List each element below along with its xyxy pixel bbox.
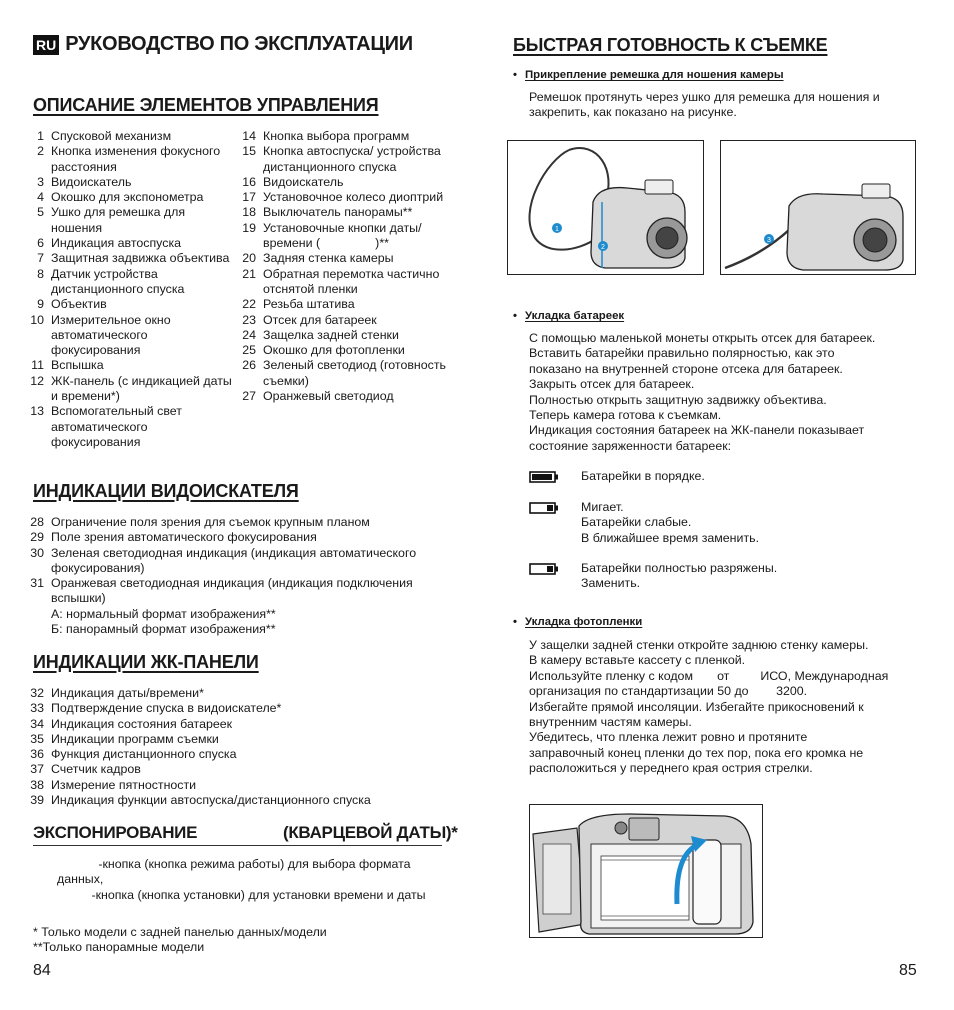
item-text: ЖК-панель (с индикацией даты и времени*)	[51, 373, 236, 404]
item-number: 26	[242, 358, 256, 373]
list-item	[238, 313, 456, 328]
battery-text-line: С помощью маленькой монеты открыть отсек для батареек.	[529, 331, 876, 345]
item-number: 19	[242, 220, 256, 235]
exposure-heading-a: ЭКСПОНИРОВАНИЕ	[33, 823, 198, 842]
item-text: Оранжевый светодиод	[263, 389, 394, 404]
item-number	[26, 622, 44, 637]
item-number: 6	[37, 236, 44, 251]
strap-text: Ремешок протянуть через ушко для ремешка для ношения и закрепить, как показано на рисунке.	[529, 90, 880, 120]
battery-low-icon	[529, 502, 559, 514]
list-item	[238, 358, 456, 389]
right-page	[477, 0, 954, 1010]
film-bullet: • Укладка фотопленки	[513, 616, 643, 628]
film-text-line: внутренним частям камеры.	[529, 715, 692, 730]
item-number: 5	[37, 205, 44, 220]
list-item	[26, 546, 446, 577]
item-text: Видоискатель	[263, 174, 344, 189]
item-number: 2	[37, 144, 44, 159]
item-number: 31	[30, 576, 44, 591]
item-number: 4	[37, 190, 44, 205]
battery-text-line: показано на внутренней стороне отсека для батареек.	[529, 361, 843, 376]
controls-list-col2	[238, 129, 456, 404]
battery-state-line: Батарейки слабые.	[581, 515, 692, 530]
item-text: Измерение пятностности	[51, 777, 197, 792]
film-text-line: расположиться у переднего края острия стрелки.	[529, 761, 813, 776]
list-item	[238, 129, 456, 144]
item-text: Зеленый светодиод (готовность съемки)	[263, 358, 450, 388]
list-item	[26, 313, 238, 359]
item-text: Обратная перемотка частично отснятой пленки	[263, 266, 443, 296]
item-text: Счетчик кадров	[51, 762, 141, 777]
battery-text-line: Полностью открыть защитную задвижку объектива.	[529, 392, 827, 407]
page-number-right: 85	[899, 962, 917, 979]
footnote-2: **Только панорамные модели	[33, 940, 205, 954]
language-badge: RU	[33, 35, 59, 55]
svg-text:1: 1	[555, 226, 559, 233]
film-illustration	[529, 804, 763, 938]
film-text-line: организация по стандартизации 50 до 3200.	[529, 684, 808, 699]
item-number: 27	[242, 389, 256, 404]
battery-title: Укладка батареек	[525, 310, 625, 322]
item-number: 30	[30, 545, 44, 560]
battery-bullet: • Укладка батареек	[513, 310, 625, 322]
item-text: Отсек для батареек	[263, 312, 377, 327]
item-number: 15	[242, 144, 256, 159]
list-item	[26, 747, 446, 762]
manual-title-row	[33, 33, 413, 56]
item-number: 37	[30, 762, 44, 777]
list-item	[238, 175, 456, 190]
item-number: 14	[242, 129, 256, 143]
viewfinder-heading: ИНДИКАЦИИ ВИДОИСКАТЕЛЯ	[33, 481, 299, 501]
list-item	[26, 762, 446, 777]
battery-full-icon	[529, 471, 559, 483]
list-item	[26, 267, 238, 298]
film-text-line: Убедитесь, что пленка лежит ровно и протяните	[529, 730, 808, 745]
item-number: 35	[30, 731, 44, 746]
exposure-paragraph-1: -кнопка (кнопка режима работы) для выбора формата данных,	[57, 857, 415, 887]
film-text-line: У защелки задней стенки откройте заднюю стенку камеры.	[529, 638, 869, 652]
battery-text-line: Теперь камера готова к съемкам.	[529, 408, 722, 423]
item-text: Кнопка выбора программ	[263, 129, 410, 143]
battery-state-line: В ближайшее время заменить.	[581, 530, 760, 545]
item-number: 22	[242, 297, 256, 312]
list-item	[26, 576, 446, 607]
battery-state-row	[529, 561, 777, 592]
item-text: Задняя стенка камеры	[263, 251, 394, 266]
exposure-paragraph-2: -кнопка (кнопка установки) для установки времени и даты	[57, 888, 426, 902]
list-item	[26, 732, 446, 747]
film-cassette	[693, 840, 721, 924]
item-number: 9	[37, 297, 44, 312]
item-text: Окошко для фотопленки	[263, 343, 405, 358]
svg-text:3: 3	[767, 237, 771, 244]
item-number: 36	[30, 747, 44, 762]
strap-title: Прикрепление ремешка для ношения камеры	[525, 69, 784, 81]
item-number: 7	[37, 251, 44, 266]
lcd-list	[26, 686, 446, 808]
item-text: Индикация автоспуска	[51, 236, 182, 251]
item-number	[26, 607, 44, 622]
battery-text-line: состояние заряженности батареек:	[529, 438, 732, 453]
battery-empty-icon	[529, 563, 559, 575]
list-item	[26, 144, 238, 175]
item-text: Датчик устройства дистанционного спуска	[51, 266, 185, 296]
list-item	[26, 404, 238, 450]
list-item	[26, 793, 446, 808]
footnote-1: * Только модели с задней панелью данных/модели	[33, 925, 327, 939]
list-item	[26, 374, 238, 405]
item-text: Ушко для ремешка для ношения	[51, 205, 189, 235]
list-item	[26, 622, 446, 637]
item-text: Подтверждение спуска в видоискателе*	[51, 701, 282, 716]
item-number: 10	[30, 312, 44, 327]
item-number: 39	[30, 793, 44, 808]
item-text: Видоискатель	[51, 174, 132, 189]
list-item	[238, 221, 456, 252]
item-text: Измерительное окно автоматического фокусирования	[51, 312, 175, 358]
list-item	[238, 389, 456, 404]
item-text: Вспышка	[51, 358, 104, 373]
list-item	[26, 190, 238, 205]
item-text: Оранжевая светодиодная индикация (индикация подключения вспышки)	[51, 576, 417, 606]
item-number: 23	[242, 312, 256, 327]
controls-heading: ОПИСАНИЕ ЭЛЕМЕНТОВ УПРАВЛЕНИЯ	[33, 95, 379, 115]
battery-text-line: Вставить батарейки правильно полярностью, как это	[529, 346, 835, 361]
item-text: Установочные кнопки даты/ времени ( )**	[263, 220, 425, 251]
lcd-heading: ИНДИКАЦИИ ЖК-ПАНЕЛИ	[33, 652, 259, 672]
item-text: Вспомогательный свет автоматического фокусирования	[51, 404, 186, 449]
strap-illustration	[507, 140, 917, 275]
item-number: 16	[242, 174, 256, 189]
battery-text	[529, 331, 939, 454]
item-number: 1	[37, 129, 44, 143]
list-item	[238, 190, 456, 205]
item-text: Окошко для экспонометра	[51, 190, 204, 205]
svg-text:2: 2	[601, 244, 605, 251]
battery-state-row	[529, 469, 705, 484]
item-number: 8	[37, 266, 44, 281]
film-text-line: Используйте пленку с кодом от ИСО, Международная	[529, 668, 889, 683]
list-item	[238, 205, 456, 220]
film-title: Укладка фотопленки	[525, 616, 643, 628]
battery-state-text	[581, 500, 759, 546]
list-item	[238, 297, 456, 312]
item-number: 13	[30, 404, 44, 419]
item-number: 32	[30, 686, 44, 700]
item-number: 25	[242, 343, 256, 358]
item-number: 33	[30, 701, 44, 716]
item-text: Индикация функции автоспуска/дистанционного спуска	[51, 793, 371, 808]
item-text: Объектив	[51, 297, 107, 312]
list-item	[26, 530, 446, 545]
list-item	[26, 515, 446, 530]
strap-bullet: • Прикрепление ремешка для ношения камеры	[513, 69, 784, 81]
item-number: 17	[242, 190, 256, 205]
battery-state-text	[581, 561, 777, 592]
item-number: 29	[30, 530, 44, 545]
item-text: Кнопка изменения фокусного расстояния	[51, 144, 224, 174]
page-number-left: 84	[33, 962, 51, 979]
item-text: А: нормальный формат изображения**	[51, 606, 276, 621]
list-item	[26, 297, 238, 312]
item-number: 21	[242, 266, 256, 281]
battery-text-line: Закрыть отсек для батареек.	[529, 377, 695, 392]
item-number: 3	[37, 174, 44, 189]
list-item	[26, 358, 238, 373]
item-text: Спусковой механизм	[51, 129, 172, 143]
list-item	[26, 717, 446, 732]
item-text: Индикация даты/времени*	[51, 686, 204, 700]
battery-state-text	[581, 469, 705, 484]
item-text: Кнопка автоспуска/ устройства дистанционного спуска	[263, 144, 445, 174]
film-text-line: В камеру вставьте кассету с пленкой.	[529, 653, 746, 668]
list-item	[26, 607, 446, 622]
item-text: Индикации программ съемки	[51, 731, 219, 746]
item-text: Резьба штатива	[263, 297, 355, 312]
list-item	[26, 778, 446, 793]
battery-state-line: Батарейки в порядке.	[581, 469, 705, 483]
viewfinder-list	[26, 515, 446, 637]
list-item	[238, 144, 456, 175]
item-text: Ограничение поля зрения для съемок крупным планом	[51, 515, 370, 529]
item-number: 20	[242, 251, 256, 266]
list-item	[26, 205, 238, 236]
list-item	[26, 236, 238, 251]
battery-state-line: Батарейки полностью разряжены.	[581, 561, 778, 575]
list-item	[238, 251, 456, 266]
item-text: Индикация состояния батареек	[51, 716, 233, 731]
item-number: 11	[31, 358, 44, 373]
item-text: Защелка задней стенки	[263, 327, 399, 342]
exposure-heading-b: (КВАРЦЕВОЙ ДАТЫ)*	[283, 823, 458, 842]
list-item	[26, 175, 238, 190]
list-item	[238, 343, 456, 358]
film-text	[529, 638, 939, 777]
item-number: 34	[30, 716, 44, 731]
manual-title: РУКОВОДСТВО ПО ЭКСПЛУАТАЦИИ	[65, 33, 413, 55]
item-number: 38	[30, 777, 44, 792]
item-text: Установочное колесо диоптрий	[263, 190, 444, 205]
list-item	[26, 686, 446, 701]
item-number: 18	[242, 205, 256, 220]
item-text: Защитная задвижка объектива	[51, 251, 230, 266]
list-item	[26, 129, 238, 144]
list-item	[26, 251, 238, 266]
battery-state-row	[529, 500, 759, 546]
list-item	[238, 267, 456, 298]
item-number: 24	[242, 327, 256, 342]
film-text-line: Избегайте прямой инсоляции. Избегайте прикосновений к	[529, 699, 864, 714]
list-item	[238, 328, 456, 343]
item-text: Поле зрения автоматического фокусирования	[51, 530, 317, 545]
controls-list-col1	[26, 129, 238, 450]
exposure-divider	[33, 845, 442, 846]
item-text: Функция дистанционного спуска	[51, 747, 237, 762]
item-text: Зеленая светодиодная индикация (индикация автоматического фокусирования)	[51, 545, 420, 575]
item-number: 28	[30, 515, 44, 529]
list-item	[26, 701, 446, 716]
battery-text-line: Индикация состояния батареек на ЖК-панели показывает	[529, 423, 865, 438]
battery-state-line: Мигает.	[581, 500, 624, 514]
item-text: Б: панорамный формат изображения**	[51, 622, 276, 637]
quick-start-heading: БЫСТРАЯ ГОТОВНОСТЬ К СЪЕМКЕ	[513, 35, 828, 55]
item-text: Выключатель панорамы**	[263, 205, 413, 220]
battery-state-line: Заменить.	[581, 576, 641, 591]
item-number: 12	[30, 373, 44, 388]
film-text-line: заправочный конец пленки до тех пор, пока его кромка не	[529, 745, 864, 760]
